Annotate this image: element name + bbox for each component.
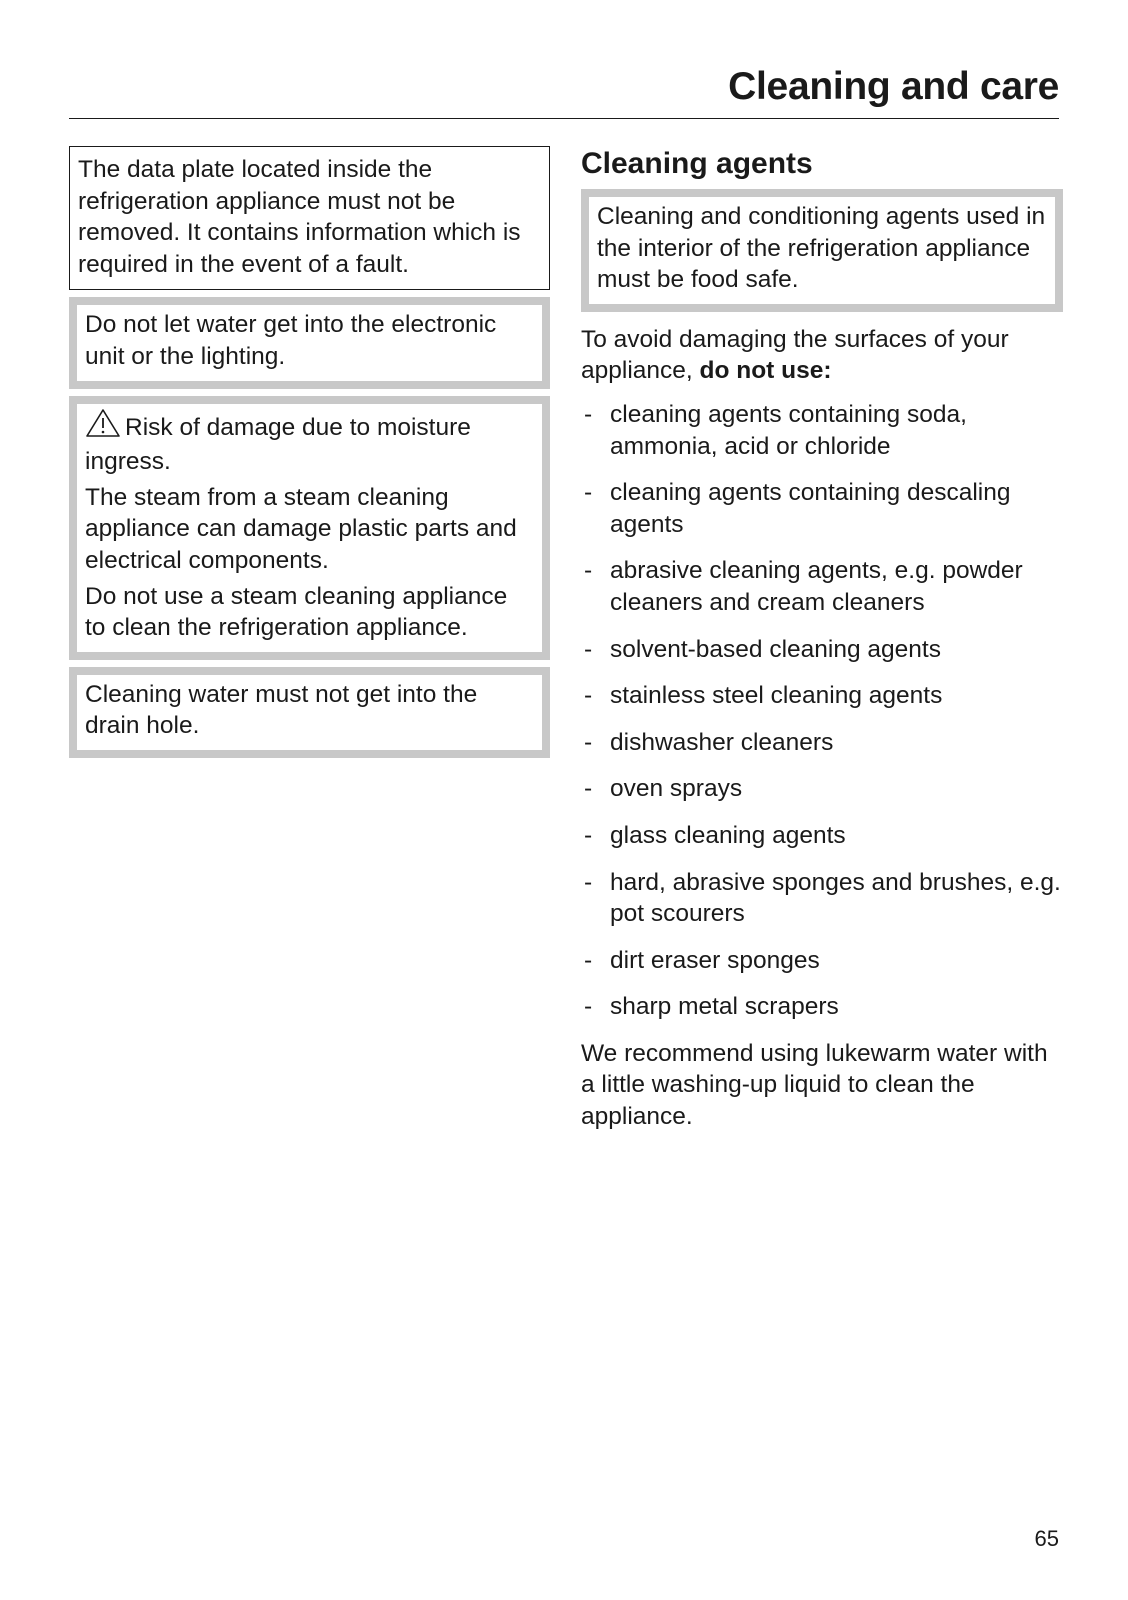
right-column xyxy=(581,146,1061,1133)
do-not-use-list xyxy=(581,399,1061,1023)
recommendation: We recommend using lukewarm water with a little washing-up liquid to clean the appliance. xyxy=(581,1039,1048,1131)
bullet-dash: - xyxy=(584,479,593,507)
bullet-dash: - xyxy=(584,775,593,803)
page-title: Cleaning and care xyxy=(728,65,1059,108)
bullet-dash: - xyxy=(584,821,593,849)
list-item-text: sharp metal scrapers xyxy=(610,993,839,1021)
list-item xyxy=(581,727,1061,759)
drain-note: Cleaning water must not get into the drain hole. xyxy=(85,680,478,740)
section-heading: Cleaning agents xyxy=(581,147,813,180)
list-item-text: abrasive cleaning agents, e.g. powder cleaners and cream cleaners xyxy=(610,557,1023,616)
bullet-dash: - xyxy=(584,728,593,756)
data-plate-note: The data plate located inside the refrigeration appliance must not be removed. It contains information which is required in the event of a fault. xyxy=(78,156,521,278)
warning-triangle-icon xyxy=(85,408,121,447)
list-item xyxy=(581,991,1061,1023)
intro-paragraph xyxy=(581,324,1061,387)
list-item-text: dirt eraser sponges xyxy=(610,946,820,974)
intro-bold: do not use: xyxy=(699,357,832,385)
left-column xyxy=(69,146,550,758)
bullet-dash: - xyxy=(584,946,593,974)
list-item-text: dishwasher cleaners xyxy=(610,728,834,756)
list-item-text: solvent-based cleaning agents xyxy=(610,635,941,663)
list-item-text: stainless steel cleaning agents xyxy=(610,682,943,710)
list-item xyxy=(581,945,1061,977)
list-item xyxy=(581,867,1061,930)
list-item xyxy=(581,399,1061,462)
list-item-text: oven sprays xyxy=(610,775,743,803)
warning-text-2: Do not use a steam cleaning appliance to clean the refrigeration appliance. xyxy=(85,582,508,642)
list-item xyxy=(581,773,1061,805)
warning-text-1: The steam from a steam cleaning appliance can damage plastic parts and electrical components. xyxy=(85,483,517,574)
water-electronic-note-box xyxy=(69,297,550,388)
moisture-warning-box xyxy=(69,396,550,660)
water-electronic-note: Do not let water get into the electronic unit or the lighting. xyxy=(85,311,497,370)
list-item xyxy=(581,477,1061,540)
bullet-dash: - xyxy=(584,557,593,585)
header-rule xyxy=(69,118,1059,119)
list-item xyxy=(581,820,1061,852)
bullet-dash: - xyxy=(584,635,593,663)
bullet-dash: - xyxy=(584,868,593,896)
bullet-dash: - xyxy=(584,682,593,710)
warning-title-line xyxy=(85,408,534,478)
food-safe-note: Cleaning and conditioning agents used in the interior of the refrigeration appliance must be food safe. xyxy=(597,203,1046,294)
list-item-text: glass cleaning agents xyxy=(610,821,846,849)
intro-text: To avoid damaging the surfaces of your appliance, xyxy=(581,325,1009,385)
list-item-text: cleaning agents containing soda, ammonia, acid or chloride xyxy=(610,400,967,460)
page-number: 65 xyxy=(1034,1526,1059,1551)
drain-note-box xyxy=(69,667,550,758)
list-item xyxy=(581,555,1061,618)
bullet-dash: - xyxy=(584,400,593,428)
data-plate-note-box xyxy=(69,146,550,290)
list-item xyxy=(581,634,1061,666)
list-item-text: hard, abrasive sponges and brushes, e.g. pot scourers xyxy=(610,868,1061,928)
list-item xyxy=(581,680,1061,712)
warning-title: Risk of damage due to moisture ingress. xyxy=(85,413,471,476)
bullet-dash: - xyxy=(584,993,593,1021)
list-item-text: cleaning agents containing descaling agents xyxy=(610,479,1011,538)
food-safe-note-box xyxy=(581,189,1063,312)
